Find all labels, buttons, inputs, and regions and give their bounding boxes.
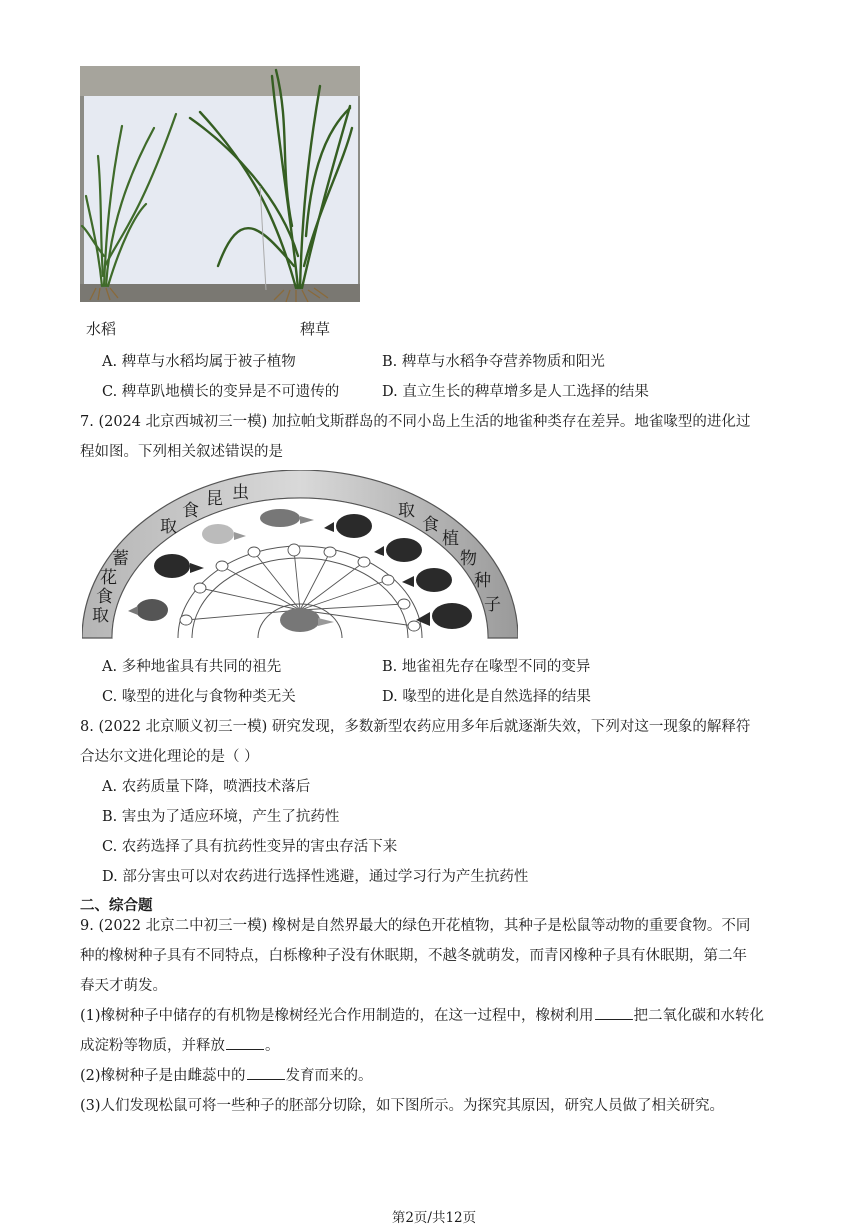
q8-option-a: A. 农药质量下降，喷洒技术落后: [102, 779, 311, 795]
q7-stem-line1: 7. (2024 北京西城初三一模) 加拉帕戈斯群岛的不同小岛上生活的地雀种类存在差异。地雀喙型的进化过: [80, 414, 751, 430]
section-title: 二、综合题: [80, 898, 153, 914]
q6-option-d: D. 直立生长的稗草增多是人工选择的结果: [382, 384, 649, 400]
diagram-label-left: 蓄 花 食 取: [92, 549, 129, 626]
answer-blank-3[interactable]: [247, 1065, 285, 1080]
q7-option-d: D. 喙型的进化是自然选择的结果: [382, 689, 591, 705]
q9-stem-line2: 种的橡树种子具有不同特点，白栎橡种子没有休眠期，不越冬就萌发，而青冈橡种子具有休眠期，第二年: [80, 948, 747, 964]
photo-label-barnyardgrass: 稗草: [300, 320, 331, 338]
q8-option-d: D. 部分害虫可以对农药进行选择性逃避，通过学习行为产生抗药性: [102, 869, 529, 885]
diagram-label-top-3: 昆: [206, 489, 223, 509]
diagram-label-right-2: 食: [422, 515, 439, 535]
answer-blank-2[interactable]: [226, 1035, 264, 1050]
photo-label-rice: 水稻: [86, 320, 117, 338]
q9-part3-line: (3)人们发现松鼠可将一些种子的胚部分切除，如下图所示。为探究其原因，研究人员做了相关研究。: [80, 1098, 725, 1114]
q9-part1-text-c: 成淀粉等物质，并释放: [80, 1038, 225, 1054]
page-footer: 第2页/共12页: [391, 1210, 477, 1226]
q6-option-a: A. 稗草与水稻均属于被子植物: [102, 354, 296, 370]
q9-part1-line2: [80, 1034, 280, 1055]
diagram-label-right-6: 子: [484, 595, 501, 615]
q7-stem-line2: 程如图。下列相关叙述错误的是: [80, 444, 283, 460]
q9-part1-line1: [80, 1004, 764, 1025]
q9-part1-text-d: 。: [265, 1038, 280, 1054]
q6-option-b: B. 稗草与水稻争夺营养物质和阳光: [382, 354, 605, 370]
q9-part1-text-b: 把二氧化碳和水转化: [633, 1008, 765, 1024]
q9-stem-line3: 春天才萌发。: [80, 978, 167, 994]
q6-option-c: C. 稗草趴地横长的变异是不可遗传的: [102, 384, 340, 400]
diagram-label-right-5: 种: [474, 571, 491, 591]
diagram-label-right-4: 物: [460, 549, 477, 569]
q9-part1-text-a: (1)橡树种子中储存的有机物是橡树经光合作用制造的，在这一过程中，橡树利用: [80, 1008, 594, 1024]
q8-stem-line2: 合达尔文进化理论的是（ ）: [80, 749, 259, 765]
q9-part2-text-a: (2)橡树种子是由雌蕊中的: [80, 1068, 246, 1084]
diagram-label-right-1: 取: [398, 501, 415, 521]
q9-stem-line1: 9. (2022 北京二中初三一模) 橡树是自然界最大的绿色开花植物，其种子是松鼠等动物的重要食物。不同: [80, 918, 751, 934]
rice-barnyardgrass-photo: [80, 66, 360, 302]
q7-option-c: C. 喙型的进化与食物种类无关: [102, 689, 296, 705]
q8-option-b: B. 害虫为了适应环境，产生了抗药性: [102, 809, 340, 825]
q8-option-c: C. 农药选择了具有抗药性变异的害虫存活下来: [102, 839, 398, 855]
q8-stem-line1: 8. (2022 北京顺义初三一模) 研究发现，多数新型农药应用多年后就逐渐失效，下列对这一现象的解释符: [80, 719, 751, 735]
diagram-label-top-1: 取: [160, 517, 177, 537]
q7-option-b: B. 地雀祖先存在喙型不同的变异: [382, 659, 591, 675]
diagram-label-top-2: 食: [182, 501, 199, 521]
q9-part2-line: [80, 1064, 373, 1085]
diagram-label-top-4: 虫: [232, 483, 249, 503]
q7-option-a: A. 多种地雀具有共同的祖先: [102, 659, 282, 675]
diagram-label-right-3: 植: [442, 529, 459, 549]
q9-part2-text-b: 发育而来的。: [285, 1068, 373, 1084]
finch-beak-diagram: [82, 470, 518, 640]
answer-blank-1[interactable]: [595, 1005, 633, 1020]
